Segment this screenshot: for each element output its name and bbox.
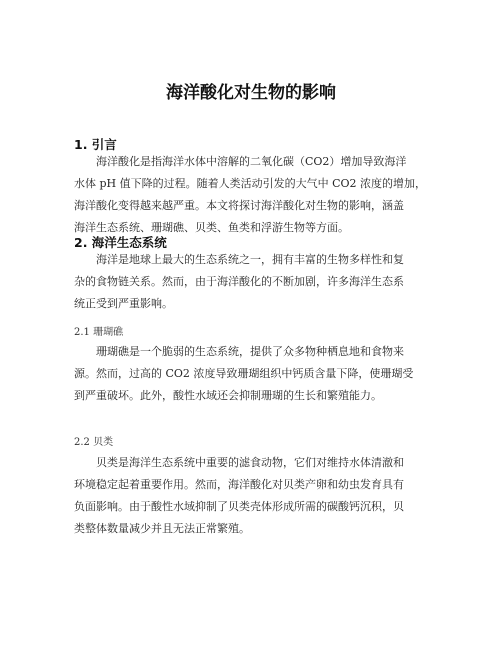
document-title: 海洋酸化对生物的影响 <box>166 83 336 103</box>
subsection-paragraph-coral-reef: 珊瑚礁是一个脆弱的生态系统，提供了众多物种栖息地和食物来 源。然而，过高的 CO2 浓度导致珊瑚组织中钙质含量下降，使珊瑚受 到严重破坏。此外，酸性水域还会抑制珊瑚的生长和繁殖能力。 <box>74 345 414 402</box>
subsection-heading-coral-reef: 2.1 珊瑚礁 <box>74 327 124 338</box>
section-heading-introduction: 1. 引言 <box>74 137 117 152</box>
section-heading-marine-ecosystem: 2. 海洋生态系统 <box>74 235 167 250</box>
subsection-paragraph-shellfish: 贝类是海洋生态系统中重要的滤食动物，它们对维持水体清澈和 环境稳定起着重要作用。然而，海洋酸化对贝类产卵和幼虫发育具有 负面影响。由于酸性水域抑制了贝类壳体形成所需的碳酸钙沉积，贝 类整体数量减少并且无法正常繁殖。 <box>74 456 404 535</box>
subsection-heading-shellfish: 2.2 贝类 <box>74 437 114 448</box>
section-paragraph-marine-ecosystem: 海洋是地球上最大的生态系统之一，拥有丰富的生物多样性和复 杂的食物链关系。然而，由于海洋酸化的不断加剧，许多海洋生态系 统正受到严重影响。 <box>74 253 404 310</box>
section-paragraph-introduction: 海洋酸化是指海洋水体中溶解的二氧化碳（CO2）增加导致海洋 水体 pH 值下降的过程。随着人类活动引发的大气中 CO2 浓度的增加， 海洋酸化变得越来越严重。本文将探讨海洋酸化对生物的影响，涵盖 海洋生态系统、珊瑚礁、贝类、鱼类和浮游生物等方面。 <box>74 155 427 234</box>
